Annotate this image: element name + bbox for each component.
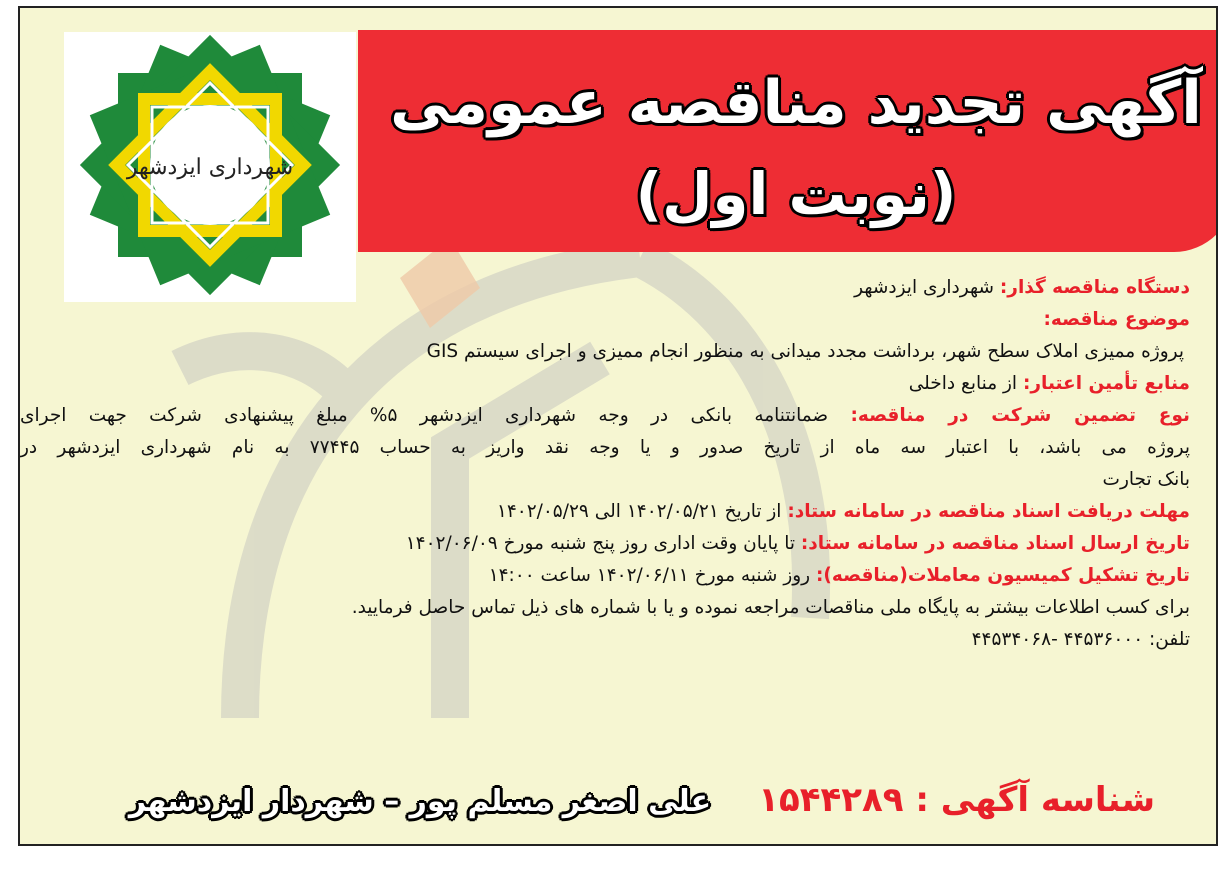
signatory-name: علی اصغر مسلم پور – شهردار ایزدشهر <box>128 784 712 819</box>
guarantee-line-2 <box>20 432 1190 464</box>
notice-subtitle: (نوبت اول) <box>635 160 957 228</box>
organizer-value: شهرداری ایزدشهر <box>854 277 994 298</box>
commission-line <box>20 560 1190 592</box>
municipality-star-logo-icon <box>64 32 356 302</box>
subject-label: موضوع مناقصه: <box>1043 309 1190 330</box>
receive-line <box>20 496 1190 528</box>
notice-body <box>20 272 1190 656</box>
phone-line <box>20 624 1190 656</box>
organizer-line <box>20 272 1190 304</box>
organizer-label: دستگاه مناقصه گذار: <box>999 277 1190 298</box>
subject-label-line <box>20 304 1190 336</box>
guarantee-text-2: پروژه می باشد، با اعتبار سه ماه از تاریخ صدور و یا وجه نقد واریز به حساب ۷۷۴۴۵ به نام شهرداری ایزدشهر در <box>20 437 1190 458</box>
commission-value: روز شنبه مورخ ۱۴۰۲/۰۶/۱۱ ساعت ۱۴:۰۰ <box>488 565 811 586</box>
receive-value: از تاریخ ۱۴۰۲/۰۵/۲۱ الی ۱۴۰۲/۰۵/۲۹ <box>496 501 782 522</box>
funding-label: منابع تأمین اعتبار: <box>1022 373 1190 394</box>
info-text: برای کسب اطلاعات بیشتر به پایگاه ملی مناقصات مراجعه نموده و یا با شماره های ذیل تماس حاصل فرمایید. <box>351 597 1190 618</box>
notice-title: آگهی تجدید مناقصه عمومی <box>390 68 1202 138</box>
logo-text: شهرداری ایزدشهر <box>126 155 294 180</box>
guarantee-line-1 <box>20 400 1190 432</box>
subject-value-line <box>20 336 1190 368</box>
send-line <box>20 528 1190 560</box>
municipality-logo <box>64 32 356 302</box>
phone-value: ۴۴۵۳۶۰۰۰ -۴۴۵۳۴۰۶۸ <box>971 629 1144 650</box>
ad-id: شناسه آگهی : ۱۵۴۴۲۸۹ <box>758 780 1155 820</box>
funding-line <box>20 368 1190 400</box>
notice-frame <box>18 6 1218 846</box>
send-label: تاریخ ارسال اسناد مناقصه در سامانه ستاد: <box>800 533 1190 554</box>
phone-label: تلفن: <box>1149 629 1190 650</box>
guarantee-text-3: بانک تجارت <box>1102 469 1190 490</box>
funding-value: از منابع داخلی <box>908 373 1018 394</box>
info-line <box>20 592 1190 624</box>
guarantee-label: نوع تضمین شرکت در مناقصه: <box>850 405 1190 426</box>
title-banner <box>358 30 1218 252</box>
guarantee-text-1: ضمانتنامه بانکی در وجه شهرداری ایزدشهر ۵% مبلغ پیشنهادی شرکت جهت اجرای <box>20 405 829 426</box>
receive-label: مهلت دریافت اسناد مناقصه در سامانه ستاد: <box>787 501 1190 522</box>
commission-label: تاریخ تشکیل کمیسیون معاملات(مناقصه): <box>816 565 1190 586</box>
guarantee-line-3 <box>20 464 1190 496</box>
subject-value: پروژه ممیزی املاک سطح شهر، برداشت مجدد میدانی به منظور انجام ممیزی و اجرای سیستم GIS <box>426 341 1184 362</box>
send-value: تا پایان وقت اداری روز پنج شنبه مورخ ۱۴۰۲/۰۶/۰۹ <box>405 533 795 554</box>
